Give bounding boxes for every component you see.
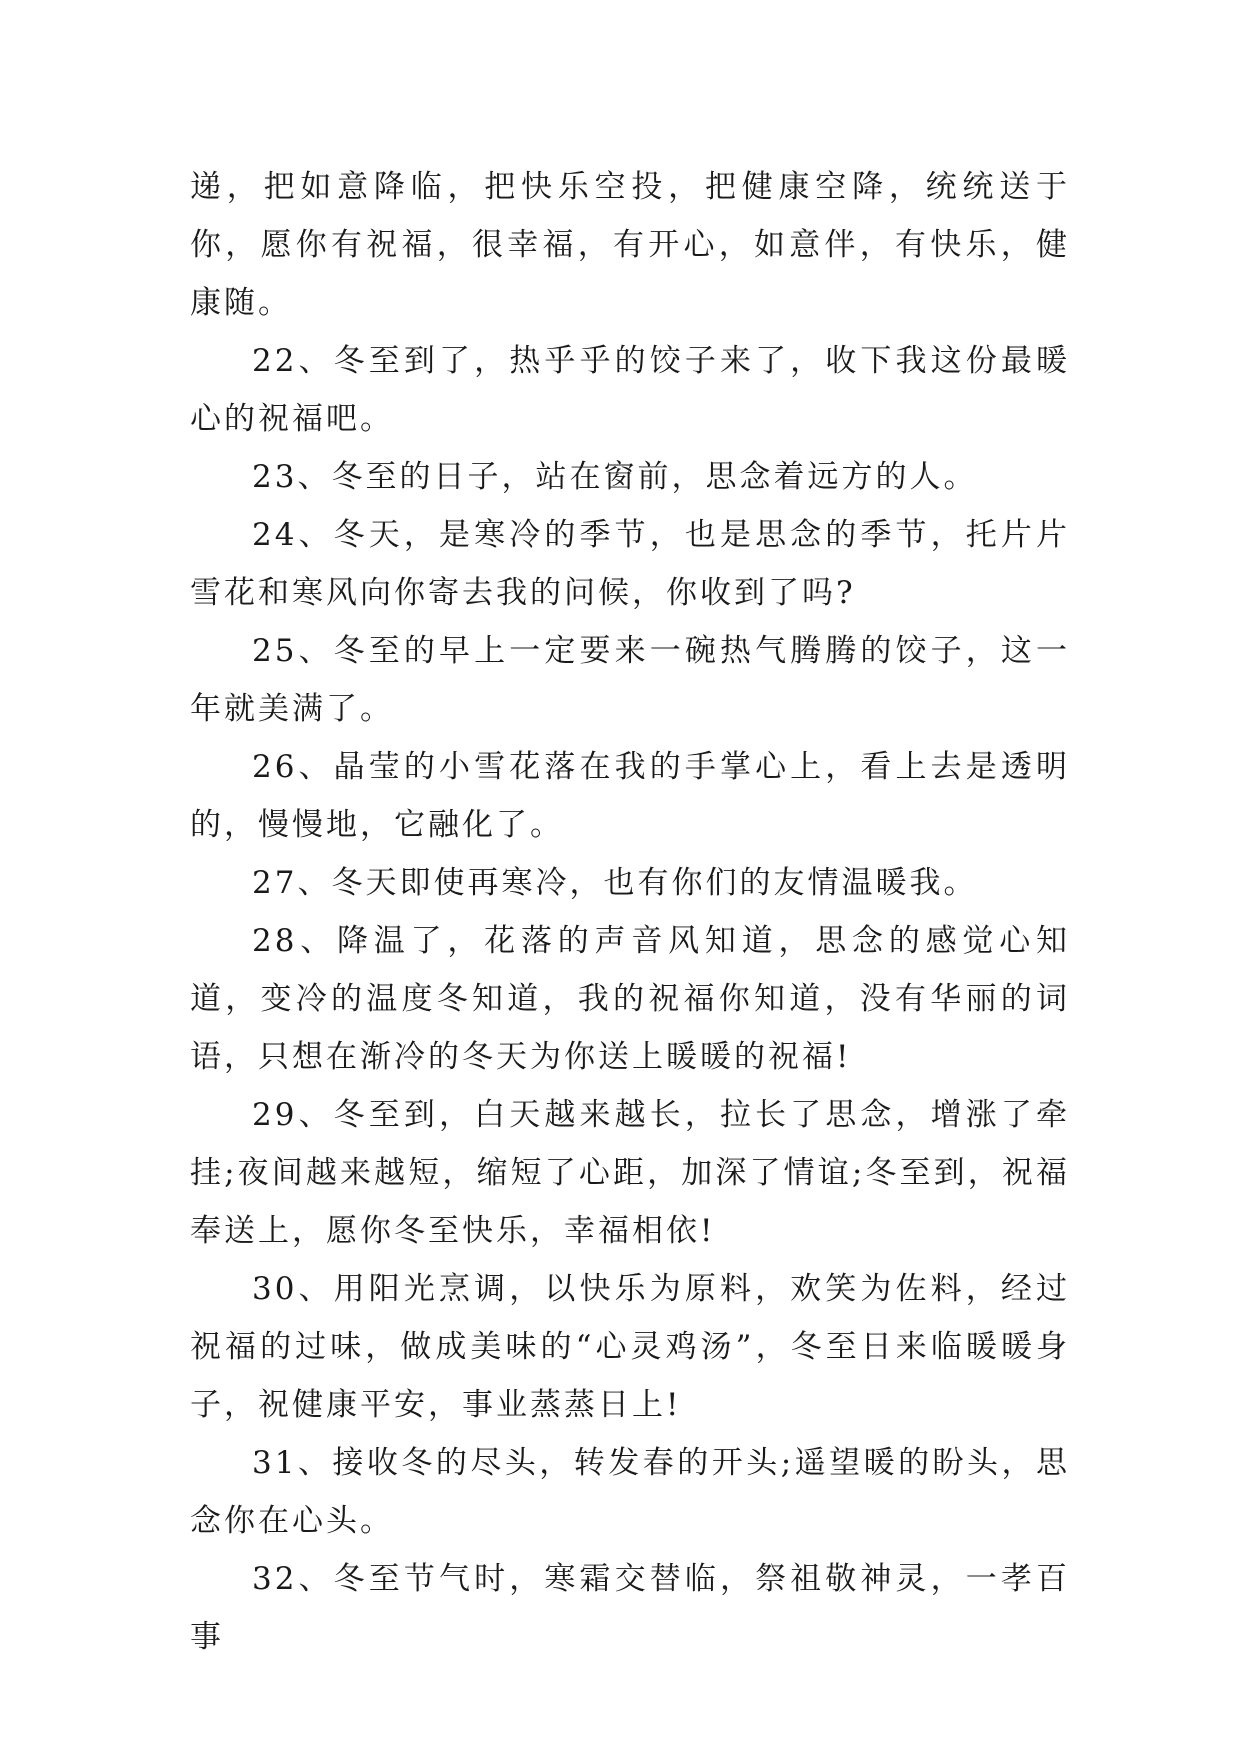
- paragraph-21-continuation: 递，把如意降临，把快乐空投，把健康空降，统统送于你，愿你有祝福，很幸福，有开心，如意伴，有快乐，健康随。: [190, 169, 1070, 321]
- paragraph-31: 31、接收冬的尽头，转发春的开头;遥望暖的盼头，思念你在心头。: [190, 1445, 1070, 1539]
- paragraph-23: 23、冬至的日子，站在窗前，思念着远方的人。: [252, 459, 978, 495]
- paragraph-22: 22、冬至到了，热乎乎的饺子来了，收下我这份最暖心的祝福吧。: [190, 343, 1070, 437]
- paragraph-26: 26、晶莹的小雪花落在我的手掌心上，看上去是透明的，慢慢地，它融化了。: [190, 749, 1070, 843]
- paragraph-25: 25、冬至的早上一定要来一碗热气腾腾的饺子，这一年就美满了。: [190, 633, 1070, 727]
- paragraph-29: 29、冬至到，白天越来越长，拉长了思念，增涨了牵挂;夜间越来越短，缩短了心距，加深了情谊;冬至到，祝福奉送上，愿你冬至快乐，幸福相依!: [190, 1097, 1070, 1249]
- paragraph-27: 27、冬天即使再寒冷，也有你们的友情温暖我。: [252, 865, 978, 901]
- paragraph-30: 30、用阳光烹调，以快乐为原料，欢笑为佐料，经过祝福的过味，做成美味的“心灵鸡汤”，冬至日来临暖暖身子，祝健康平安，事业蒸蒸日上!: [190, 1271, 1070, 1423]
- paragraph-28: 28、降温了，花落的声音风知道，思念的感觉心知道，变冷的温度冬知道，我的祝福你知道，没有华丽的词语，只想在渐冷的冬天为你送上暖暖的祝福!: [190, 923, 1070, 1075]
- paragraph-24: 24、冬天，是寒冷的季节，也是思念的季节，托片片雪花和寒风向你寄去我的问候，你收到了吗?: [190, 517, 1070, 611]
- paragraph-32: 32、冬至节气时，寒霜交替临，祭祖敬神灵，一孝百事: [190, 1561, 1070, 1655]
- document-body: [190, 158, 1070, 1666]
